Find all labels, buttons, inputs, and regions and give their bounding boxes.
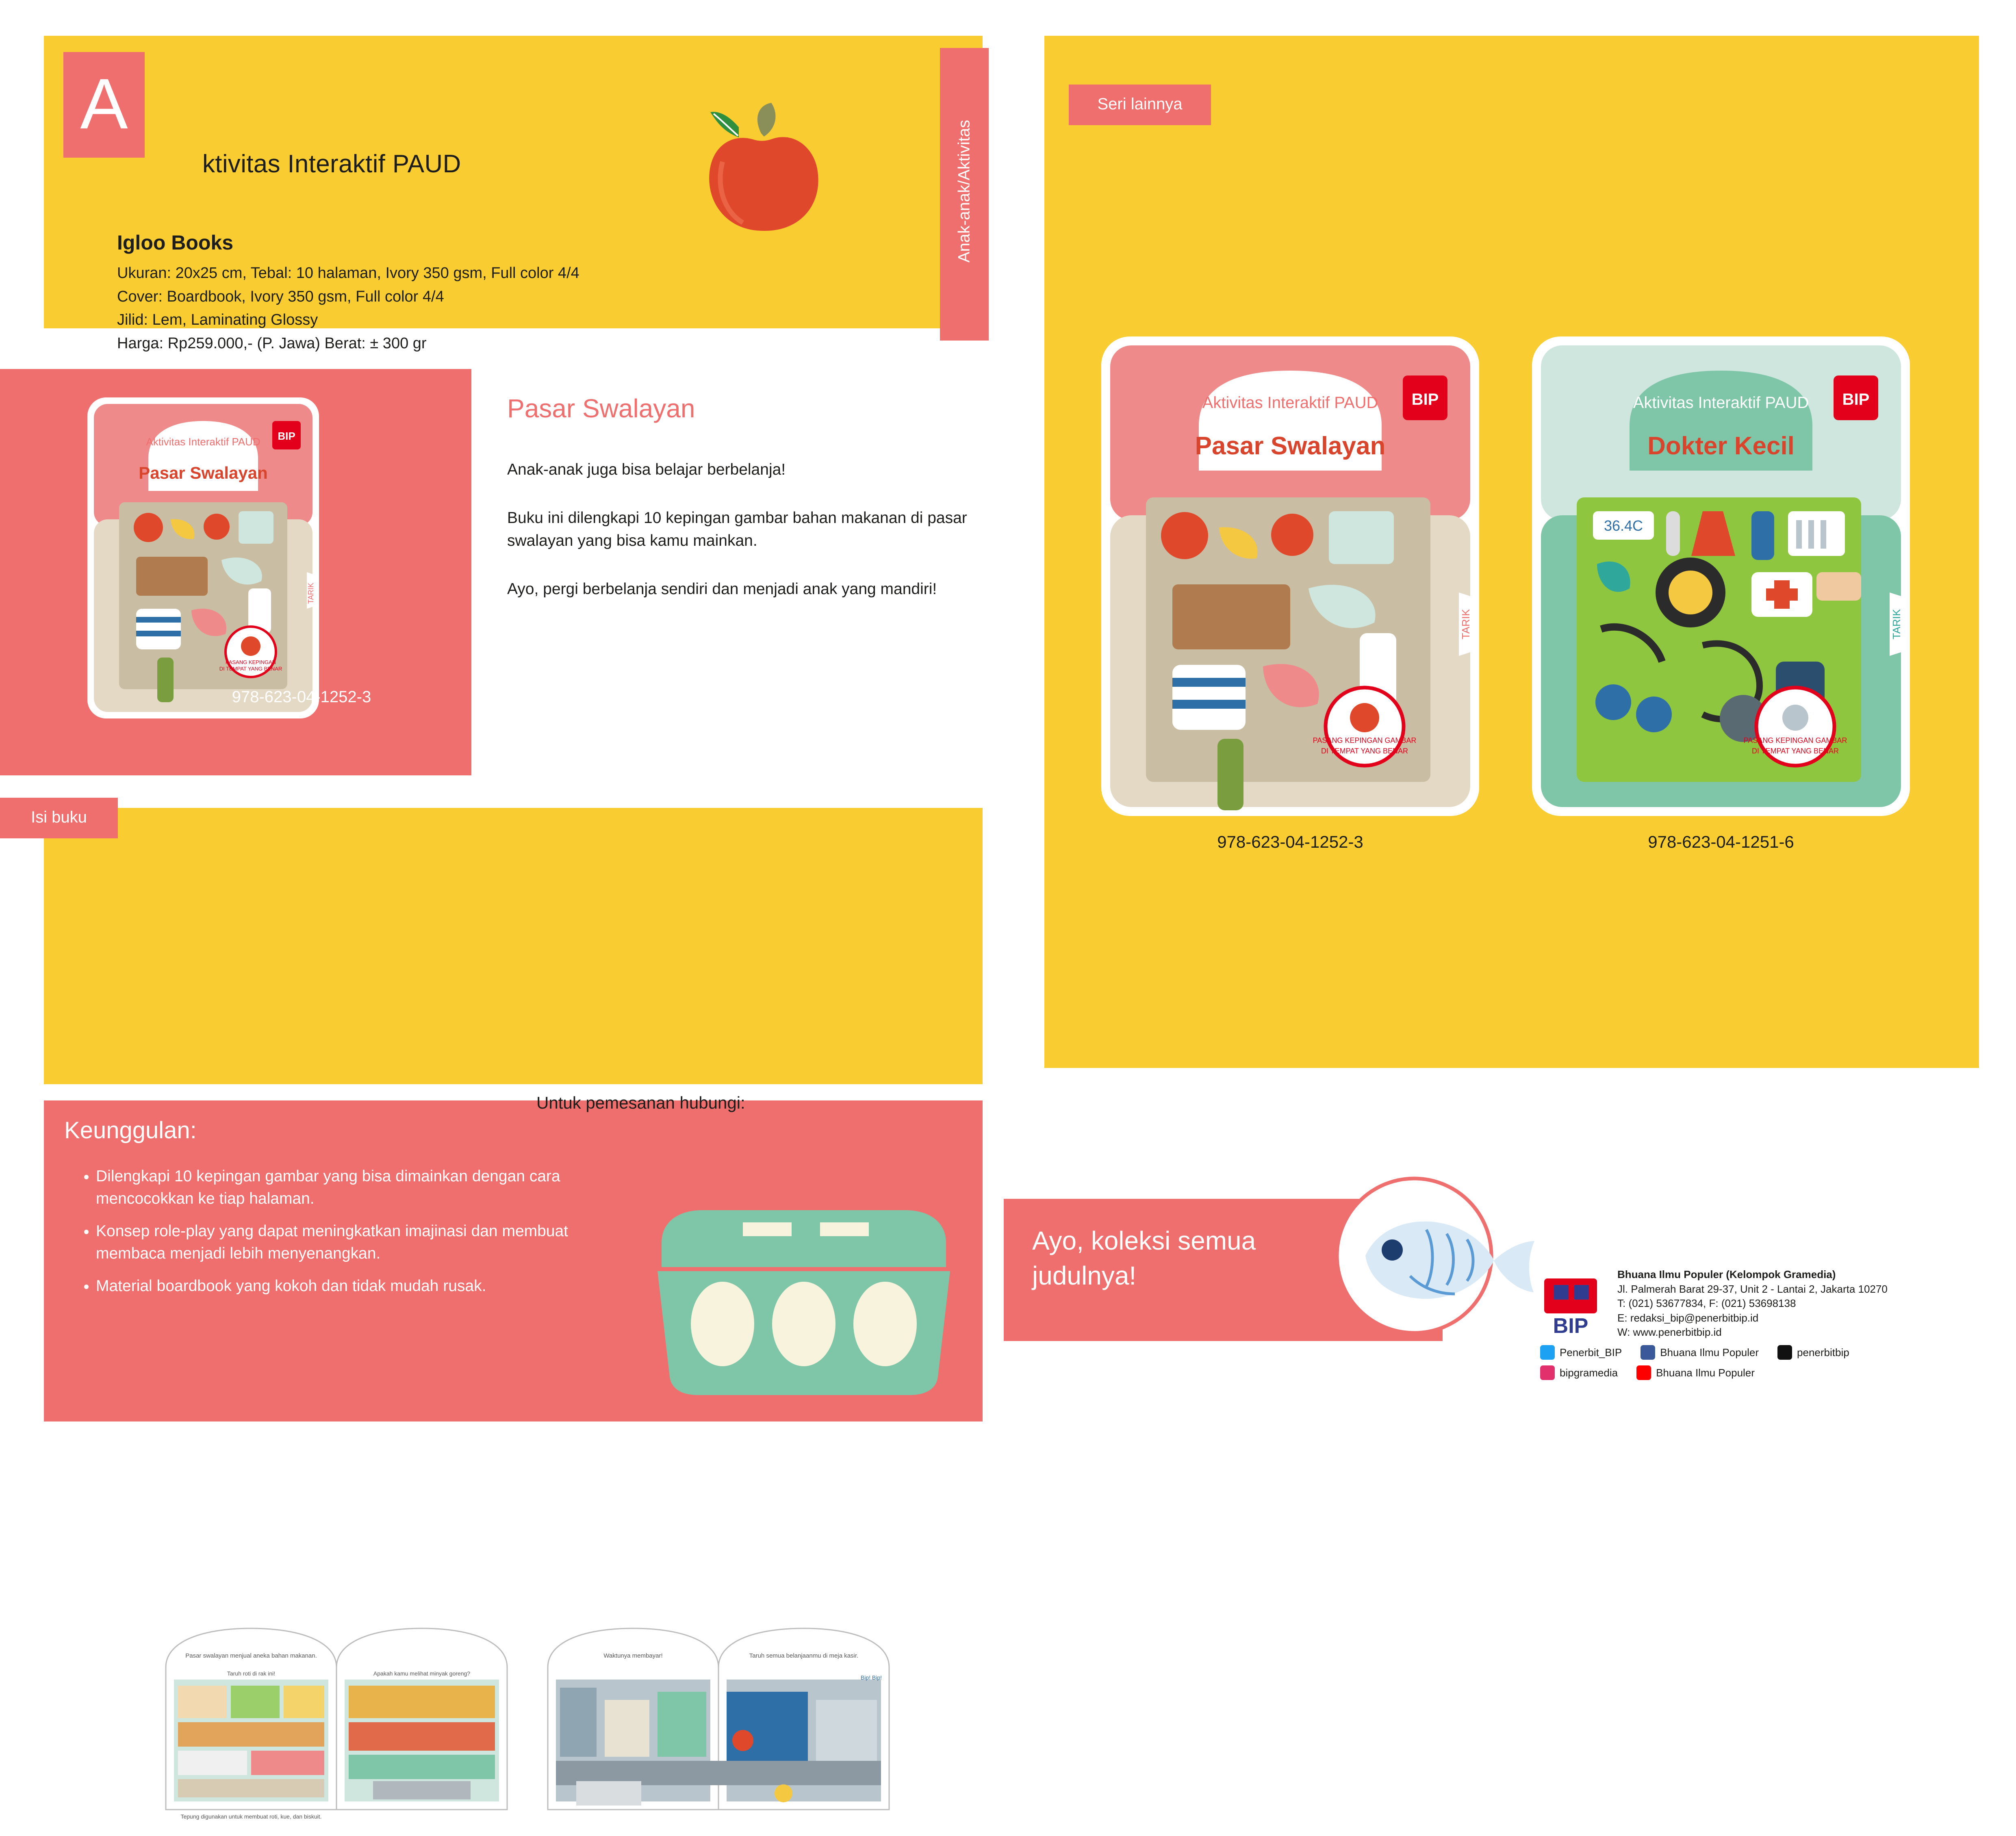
keunggulan-item: • Konsep role-play yang dapat meningkatkan imajinasi dan membuat membaca menjadi lebih menyenangkan.: [96, 1220, 624, 1265]
publisher-web: W: www.penerbitbip.id: [1617, 1326, 1722, 1338]
bip-logo: [1540, 1276, 1605, 1341]
keunggulan-item: • Material boardbook yang kokoh dan tidak mudah rusak.: [96, 1275, 624, 1298]
youtube-icon: [1636, 1365, 1651, 1380]
egg-carton-illustration: [645, 1174, 962, 1401]
twitter-icon: [1540, 1345, 1555, 1360]
social-label: bipgramedia: [1560, 1366, 1618, 1379]
description-title: Pasar Swalayan: [507, 394, 695, 423]
spec-line-1: Ukuran: 20x25 cm, Tebal: 10 halaman, Ivory 350 gsm, Full color 4/4: [117, 265, 579, 282]
svg-text:Bip! Bip!: Bip! Bip!: [860, 1674, 882, 1681]
spec-line-4: Harga: Rp259.000,- (P. Jawa) Berat: ± 300 gr: [117, 334, 427, 352]
fish-illustration: [1313, 1154, 1544, 1357]
svg-text:Apakah kamu melihat minyak gor: Apakah kamu melihat minyak goreng?: [373, 1670, 471, 1677]
social-facebook[interactable]: [1641, 1345, 1759, 1360]
description-block: [507, 393, 987, 626]
description-paragraph-3: Ayo, pergi berbelanja sendiri dan menjadi anak yang mandiri!: [507, 580, 937, 598]
publisher-phone: T: (021) 53677834, F: (021) 53698138: [1617, 1297, 1796, 1309]
svg-text:Dokter Kecil: Dokter Kecil: [1647, 432, 1795, 460]
isi-buku-tag-label: Isi buku: [31, 808, 87, 826]
tiktok-icon: [1777, 1345, 1792, 1360]
seri-isbn-2: 978-623-04-1251-6: [1648, 832, 1794, 851]
isi-buku-tag: [0, 798, 118, 838]
svg-text:BIP: BIP: [1842, 391, 1870, 408]
keunggulan-title: Keunggulan:: [64, 1117, 197, 1144]
header-initial: A: [80, 64, 128, 144]
social-youtube[interactable]: [1636, 1365, 1755, 1380]
header-block: [44, 36, 983, 352]
svg-text:BIP: BIP: [1553, 1314, 1588, 1338]
description-paragraph-1: Anak-anak juga bisa belajar berbelanja!: [507, 461, 786, 478]
social-label: Bhuana Ilmu Populer: [1656, 1366, 1755, 1379]
spec-line-2: Cover: Boardbook, Ivory 350 gsm, Full color 4/4: [117, 288, 444, 305]
spec-line-3: Jilid: Lem, Laminating Glossy: [117, 311, 318, 329]
social-instagram[interactable]: [1540, 1365, 1618, 1380]
svg-text:Taruh semua belanjaanmu di mej: Taruh semua belanjaanmu di meja kasir.: [749, 1652, 859, 1659]
instagram-icon: [1540, 1365, 1555, 1380]
collect-banner-text: Ayo, koleksi semua judulnya!: [1032, 1226, 1256, 1291]
product-strip: [0, 369, 471, 775]
category-tab: [940, 48, 989, 341]
svg-text:PASANG KEPINGAN: PASANG KEPINGAN: [225, 659, 276, 665]
left-column: [31, 36, 979, 1820]
social-twitter[interactable]: [1540, 1345, 1622, 1360]
svg-text:DI TEMPAT YANG BENAR: DI TEMPAT YANG BENAR: [1751, 747, 1839, 755]
svg-text:TARIK: TARIK: [1460, 609, 1472, 640]
publisher-name: Bhuana Ilmu Populer (Kelompok Gramedia): [1617, 1268, 1836, 1280]
svg-text:Aktivitas Interaktif PAUD: Aktivitas Interaktif PAUD: [1202, 394, 1378, 412]
book-cover-thumbnail: [87, 397, 319, 718]
svg-text:Pasar swalayan menjual aneka b: Pasar swalayan menjual aneka bahan makanan.: [185, 1652, 317, 1659]
cover-isbn: 978-623-04-1252-3: [232, 688, 371, 706]
header-initial-box: [63, 52, 145, 158]
svg-text:PASANG KEPINGAN GAMBAR: PASANG KEPINGAN GAMBAR: [1313, 736, 1417, 744]
social-label: Bhuana Ilmu Populer: [1660, 1346, 1759, 1359]
svg-text:BIP: BIP: [278, 430, 295, 442]
svg-text:Aktivitas Interaktif PAUD: Aktivitas Interaktif PAUD: [1633, 394, 1809, 412]
social-label: Penerbit_BIP: [1560, 1346, 1622, 1359]
social-tiktok[interactable]: [1777, 1345, 1849, 1360]
seri-lainnya-tag: [1069, 85, 1211, 125]
keunggulan-list: [76, 1165, 624, 1308]
page-title: ktivitas Interaktif PAUD: [202, 150, 461, 178]
seri-card-pasar-swalayan[interactable]: [1101, 336, 1479, 816]
keunggulan-block: [44, 1100, 983, 1421]
svg-text:Tepung digunakan untuk membuat: Tepung digunakan untuk membuat roti, kue, dan biskuit.: [180, 1813, 322, 1820]
svg-text:Pasar Swalayan: Pasar Swalayan: [1195, 432, 1386, 460]
svg-text:PASANG KEPINGAN GAMBAR: PASANG KEPINGAN GAMBAR: [1743, 736, 1847, 744]
order-contact-label: Untuk pemesanan hubungi:: [536, 1093, 745, 1112]
social-links: [1540, 1345, 1971, 1386]
keunggulan-item: • Dilengkapi 10 kepingan gambar yang bisa dimainkan dengan cara mencocokkan ke tiap halaman.: [96, 1165, 624, 1210]
svg-text:Waktunya membayar!: Waktunya membayar!: [603, 1652, 663, 1659]
svg-text:Taruh roti di rak ini!: Taruh roti di rak ini!: [227, 1670, 276, 1677]
seri-isbn-1: 978-623-04-1252-3: [1217, 832, 1363, 851]
header-meta: [117, 231, 767, 357]
svg-text:BIP: BIP: [1411, 391, 1439, 408]
svg-text:DI TEMPAT YANG BENAR: DI TEMPAT YANG BENAR: [1321, 747, 1408, 755]
svg-text:TARIK: TARIK: [1890, 609, 1903, 640]
publisher-address: Jl. Palmerah Barat 29-37, Unit 2 - Lantai 2, Jakarta 10270: [1617, 1283, 1888, 1295]
isi-buku-frame: [107, 1617, 948, 1836]
category-tab-label: Anak-anak/Aktivitas: [955, 119, 973, 263]
svg-text:36.4C: 36.4C: [1604, 517, 1643, 534]
description-paragraph-2: Buku ini dilengkapi 10 kepingan gambar bahan makanan di pasar swalayan yang bisa kamu mainkan.: [507, 509, 967, 550]
seri-card-dokter-kecil[interactable]: [1532, 336, 1910, 816]
svg-text:TARIK: TARIK: [307, 583, 315, 604]
brand-name: Igloo Books: [117, 231, 234, 254]
social-row-2: [1540, 1365, 1971, 1380]
facebook-icon: [1641, 1345, 1655, 1360]
seri-lainnya-block: [1044, 36, 1979, 1068]
social-row-1: [1540, 1345, 1971, 1360]
svg-text:Pasar Swalayan: Pasar Swalayan: [139, 463, 268, 482]
apple-illustration: [678, 89, 848, 300]
publisher-info: [1617, 1268, 1975, 1340]
seri-lainnya-tag-label: Seri lainnya: [1097, 95, 1183, 113]
svg-text:DI TEMPAT YANG BENAR: DI TEMPAT YANG BENAR: [219, 666, 282, 672]
svg-text:Aktivitas Interaktif PAUD: Aktivitas Interaktif PAUD: [146, 436, 260, 448]
social-label: penerbitbip: [1797, 1346, 1849, 1359]
publisher-email: E: redaksi_bip@penerbitbip.id: [1617, 1311, 1759, 1324]
